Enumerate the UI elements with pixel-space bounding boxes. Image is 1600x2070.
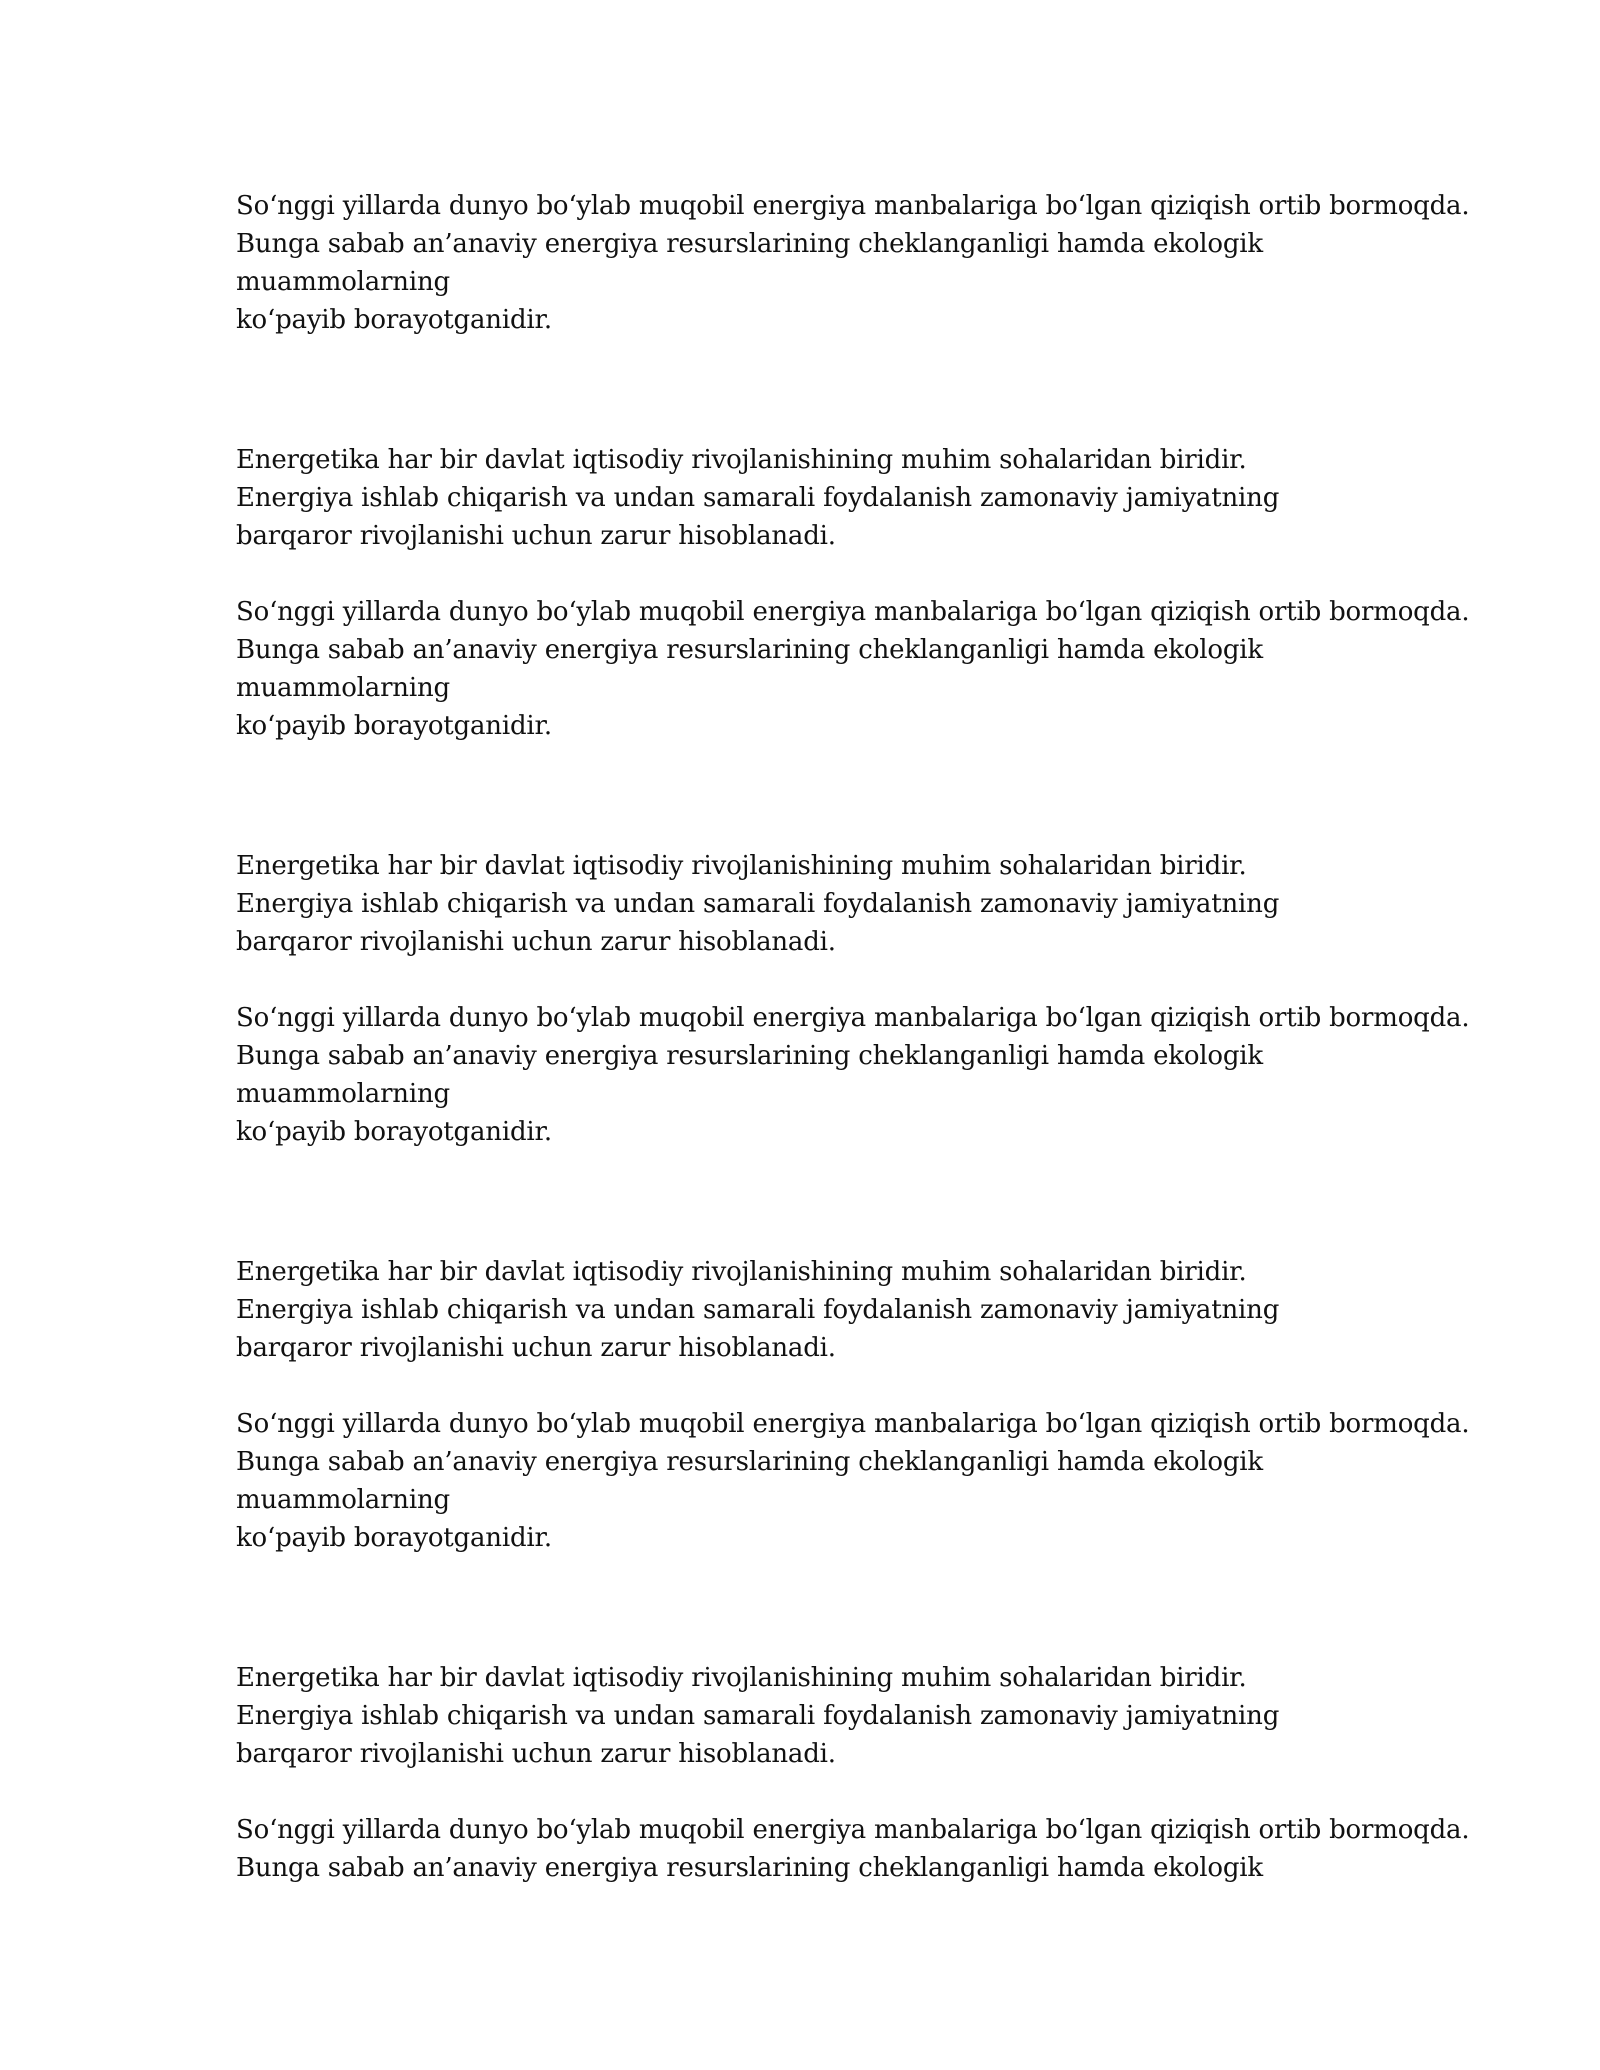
paragraph-line: barqaror rivojlanishi uchun zarur hisoblanadi.: [236, 1333, 836, 1363]
paragraph-line: So‘nggi yillarda dunyo bo‘ylab muqobil energiya manbalariga bo‘lgan qiziqish ortib bormoqda.: [236, 597, 1470, 627]
paragraph-line: ko‘payib borayotganidir.: [236, 711, 552, 741]
paragraph-muqobil-energiya: [236, 593, 1470, 745]
paragraph-line: ko‘payib borayotganidir.: [236, 1117, 552, 1147]
paragraph-line: muammolarning: [236, 1079, 450, 1109]
paragraph-energetika: [236, 1659, 1436, 1773]
paragraph-line: muammolarning: [236, 267, 450, 297]
paragraph-line: Bunga sabab an’anaviy energiya resurslarining cheklanganligi hamda ekologik: [236, 229, 1263, 259]
paragraph-line: muammolarning: [236, 1485, 450, 1515]
paragraph-muqobil-energiya: [236, 1811, 1470, 1887]
paragraph-line: Energetika har bir davlat iqtisodiy rivojlanishining muhim sohalaridan biridir.: [236, 1663, 1247, 1693]
paragraph-line: So‘nggi yillarda dunyo bo‘ylab muqobil energiya manbalariga bo‘lgan qiziqish ortib bormoqda.: [236, 1409, 1470, 1439]
paragraph-energetika: [236, 847, 1436, 961]
paragraph-line: barqaror rivojlanishi uchun zarur hisoblanadi.: [236, 1739, 836, 1769]
paragraph-line: Energetika har bir davlat iqtisodiy rivojlanishining muhim sohalaridan biridir.: [236, 445, 1247, 475]
paragraph-line: Energetika har bir davlat iqtisodiy rivojlanishining muhim sohalaridan biridir.: [236, 851, 1247, 881]
paragraph-line: Bunga sabab an’anaviy energiya resurslarining cheklanganligi hamda ekologik: [236, 1041, 1263, 1071]
paragraph-line: So‘nggi yillarda dunyo bo‘ylab muqobil energiya manbalariga bo‘lgan qiziqish ortib bormoqda.: [236, 191, 1470, 221]
paragraph-line: Energiya ishlab chiqarish va undan samarali foydalanish zamonaviy jamiyatning: [236, 1295, 1280, 1325]
paragraph-line: ko‘payib borayotganidir.: [236, 305, 552, 335]
paragraph-line: ko‘payib borayotganidir.: [236, 1523, 552, 1553]
paragraph-muqobil-energiya: [236, 187, 1470, 339]
paragraph-line: Bunga sabab an’anaviy energiya resurslarining cheklanganligi hamda ekologik: [236, 635, 1263, 665]
paragraph-muqobil-energiya: [236, 1405, 1470, 1557]
paragraph-energetika: [236, 1253, 1436, 1367]
paragraph-line: Energiya ishlab chiqarish va undan samarali foydalanish zamonaviy jamiyatning: [236, 483, 1280, 513]
paragraph-energetika: [236, 441, 1436, 555]
paragraph-line: muammolarning: [236, 673, 450, 703]
paragraph-line: Energetika har bir davlat iqtisodiy rivojlanishining muhim sohalaridan biridir.: [236, 1257, 1247, 1287]
paragraph-line: Energiya ishlab chiqarish va undan samarali foydalanish zamonaviy jamiyatning: [236, 1701, 1280, 1731]
paragraph-muqobil-energiya: [236, 999, 1470, 1151]
paragraph-line: So‘nggi yillarda dunyo bo‘ylab muqobil energiya manbalariga bo‘lgan qiziqish ortib bormoqda.: [236, 1003, 1470, 1033]
paragraph-line: Energiya ishlab chiqarish va undan samarali foydalanish zamonaviy jamiyatning: [236, 889, 1280, 919]
paragraph-line: barqaror rivojlanishi uchun zarur hisoblanadi.: [236, 927, 836, 957]
paragraph-line: So‘nggi yillarda dunyo bo‘ylab muqobil energiya manbalariga bo‘lgan qiziqish ortib bormoqda.: [236, 1815, 1470, 1845]
paragraph-line: barqaror rivojlanishi uchun zarur hisoblanadi.: [236, 521, 836, 551]
paragraph-line: Bunga sabab an’anaviy energiya resurslarining cheklanganligi hamda ekologik: [236, 1447, 1263, 1477]
paragraph-line: Bunga sabab an’anaviy energiya resurslarining cheklanganligi hamda ekologik: [236, 1853, 1263, 1883]
